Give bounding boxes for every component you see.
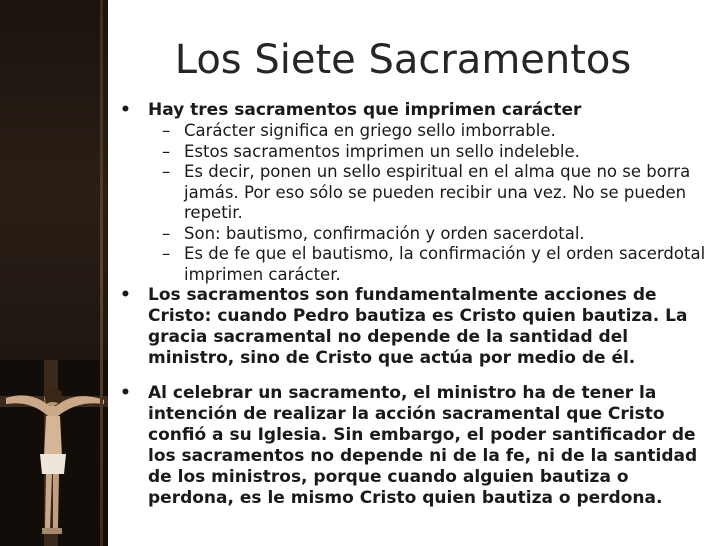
decorative-left-strip (0, 0, 108, 546)
crucifix-image (0, 360, 108, 546)
slide-title: Los Siete Sacramentos (174, 37, 632, 83)
bullet-text: Los sacramentos son fundamentalmente acciones de Cristo: cuando Pedro bautiza es Cristo quien bautiza. La gracia sacramental no depende de la santidad del ministro, sino de Cristo que actúa por medio de él. (148, 285, 688, 368)
spacer (116, 369, 706, 383)
sub-bullet-text: Estos sacramentos imprimen un sello indeleble. (184, 141, 580, 161)
bullet-text: Al celebrar un sacramento, el ministro ha de tener la intención de realizar la acción sacramental que Cristo confió a su Iglesia. Sin embargo, el poder santificador de los sacramentos no depende ni de la fe, ni de la santidad de los ministros, porque cuando alguien bautiza o perdona, es le mismo Cristo quien bautiza o perdona. (148, 383, 698, 508)
sub-bullet-text: Carácter significa en griego sello imborrable. (184, 121, 556, 140)
sub-bullet-text: Son: bautismo, confirmación y orden sacerdotal. (184, 223, 585, 243)
sub-bullet-item (116, 142, 706, 163)
slide-content (116, 100, 706, 509)
dash-marker: – (162, 223, 171, 243)
sub-bullet-item (116, 224, 706, 245)
bullet-item (116, 383, 706, 509)
bullet-text: Hay tres sacramentos que imprimen carácter (148, 100, 582, 120)
sub-bullet-item (116, 121, 706, 142)
bullet-marker: • (120, 285, 131, 305)
bullet-marker: • (120, 383, 131, 403)
dash-marker: – (162, 162, 171, 181)
sub-bullet-item (116, 244, 706, 285)
dash-marker: – (162, 121, 171, 140)
dash-marker: – (162, 244, 171, 263)
dash-marker: – (162, 141, 171, 161)
frame-border (100, 0, 103, 546)
sub-bullet-item (116, 162, 706, 224)
bullet-marker: • (120, 100, 131, 120)
bullet-item (116, 100, 706, 121)
sub-bullet-text: Es decir, ponen un sello espiritual en el alma que no se borra jamás. Por eso sólo se pueden recibir una vez. No se pueden repetir. (184, 162, 691, 222)
sub-bullet-text: Es de fe que el bautismo, la confirmación y el orden sacerdotal imprimen carácter. (184, 244, 706, 284)
bullet-item (116, 285, 706, 369)
